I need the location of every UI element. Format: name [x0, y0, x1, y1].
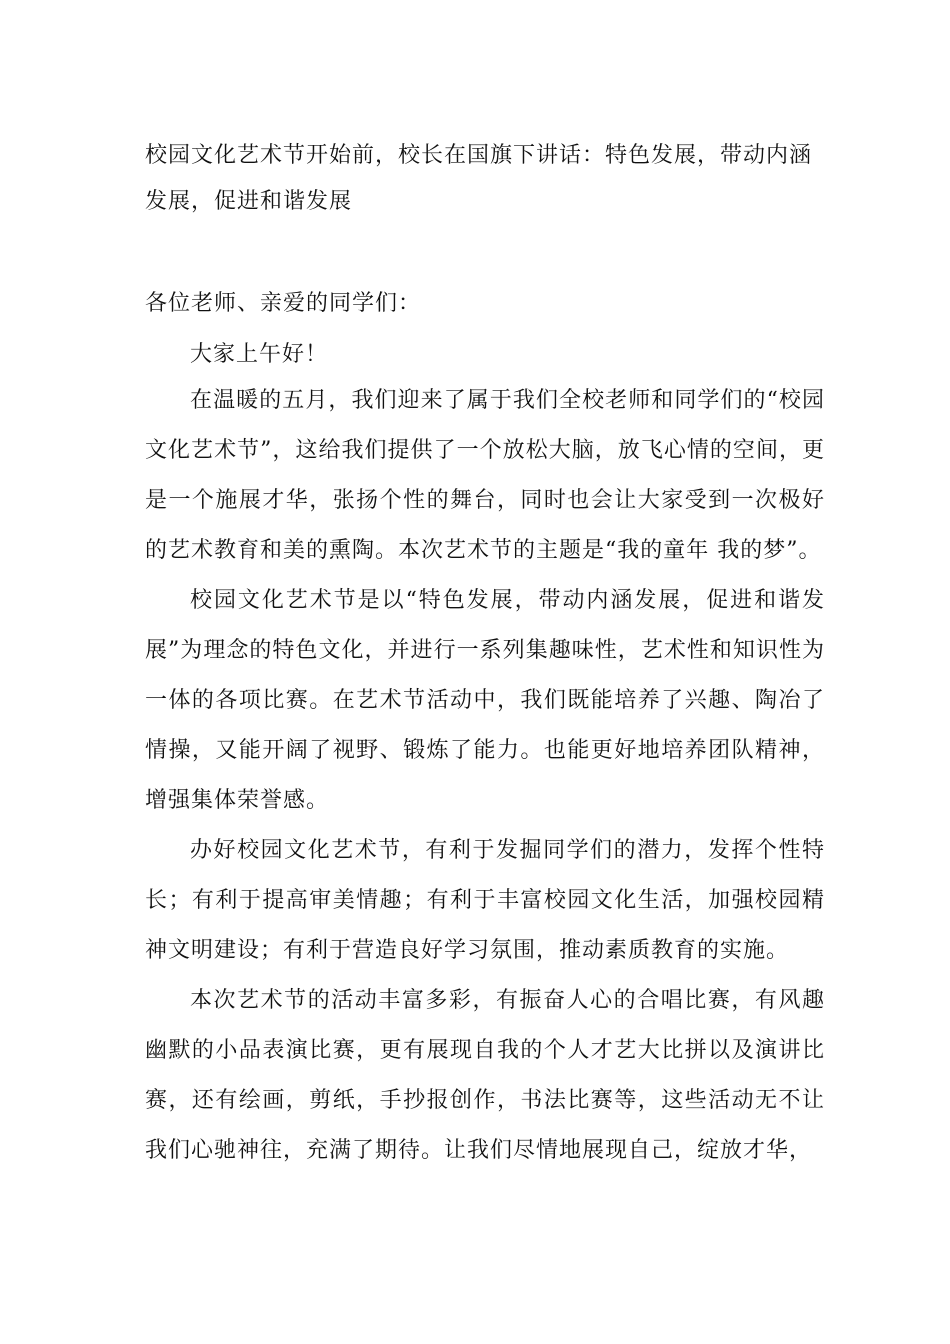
speech-body — [145, 376, 825, 1176]
paragraph: 在温暖的五月，我们迎来了属于我们全校老师和同学们的“校园文化艺术节”，这给我们提供了一个放松大脑，放飞心情的空间，更是一个施展才华，张扬个性的舞台，同时也会让大家受到一次极好的艺术教育和美的熏陶。本次艺术节的主题是“我的童年 我的梦”。 — [145, 388, 825, 563]
document-title: 校园文化艺术节开始前，校长在国旗下讲话：特色发展，带动内涵发展，促进和谐发展 — [145, 143, 813, 214]
greeting: 大家上午好！ — [190, 342, 329, 367]
paragraph: 办好校园文化艺术节，有利于发掘同学们的潜力，发挥个性特长；有利于提高审美情趣；有利于丰富校园文化生活，加强校园精神文明建设；有利于营造良好学习氛围，推动素质教育的实施。 — [145, 838, 825, 963]
paragraph: 本次艺术节的活动丰富多彩，有振奋人心的合唱比赛，有风趣幽默的小品表演比赛，更有展现自我的个人才艺大比拼以及演讲比赛，还有绘画，剪纸，手抄报创作，书法比赛等，这些活动无不让我们心驰神往，充满了期待。让我们尽情地展现自己，绽放才华， — [145, 988, 825, 1163]
salutation: 各位老师、亲爱的同学们： — [145, 291, 422, 316]
paragraph: 校园文化艺术节是以“特色发展，带动内涵发展，促进和谐发展”为理念的特色文化，并进行一系列集趣味性，艺术性和知识性为一体的各项比赛。在艺术节活动中，我们既能培养了兴趣、陶冶了情操，又能开阔了视野、锻炼了能力。也能更好地培养团队精神，增强集体荣誉感。 — [145, 588, 825, 813]
